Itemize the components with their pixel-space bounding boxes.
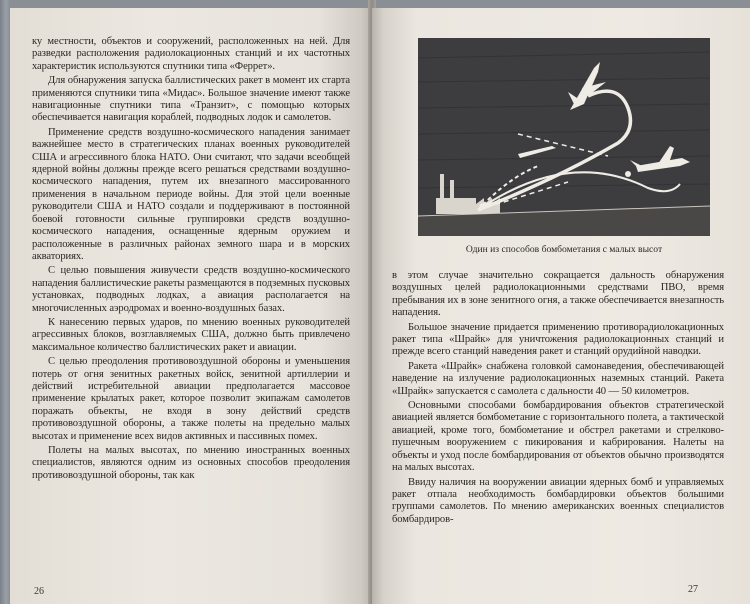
paragraph: К нанесению первых ударов, по мнению военных руководителей агрессивных блоков, возглавляемых США, должно быть привлечено максимальное количество баллистических ракет и авиации. [32,316,350,353]
paragraph: С целью преодоления противовоздушной обороны и уменьшения потерь от огня зенитных ракетных войск, зенитной артиллерии и действий истребительной авиации предполагается массовое применение крылатых ракет, которое позволит экипажам самолетов поражать объекты, не входя в зону действий средств противовоздушной обороны, а также полеты на предельно малых высотах и применение всех видов активных и пассивных помех. [32,356,350,442]
figure-caption: Один из способов бомбометания с малых высот [465,244,663,255]
paragraph: Полеты на малых высотах, по мнению иностранных военных специалистов, являются одним из основных способов преодоления противовоздушной обороны, так как [32,445,350,481]
paragraph: Ракета «Шрайк» снабжена головкой самонаведения, обеспечивающей наведение на излучение радиолокационных наземных станций. Ракета «Шрайк» запускается с самолета с дальности 40 — 50 километров. [392,360,724,397]
paragraph: Применение средств воздушно-космического нападения занимает важнейшее место в стратегических планах военных руководителей США и агрессивного блока НАТО. Они считают, что задачи всеобщей ядерной войны должны прежде всего решаться средствами воздушно-космического нападения, путем их внезапного массированного применения в начальном периоде войны. Для этой цели военные руководители США и НАТО создали и поддерживают в постоянной боевой готовности сильные группировки средств воздушно-космического нападения, оснащенные ядерным оружием и расположенные в различных районах земного шара и в морских акваториях. [32,126,350,262]
paragraph: Основными способами бомбардирования объектов стратегической авиацией является бомбометание с горизонтального полета, а тактической авиацией, кроме того, бомбометание и обстрел ракетами и стрелково-пушечным вооружением с пикирования и кабрирования. Налеты на объекты и уход после бомбардирования от объектов обычно производятся на малых высотах. [392,400,724,474]
paragraph: Для обнаружения запуска баллистических ракет в момент их старта применяются спутники типа «Мидас». Большое значение имеют также навигационные спутники типа «Транзит», с помощью которых обеспечивается навигация кораблей, подводных лодок и самолетов. [32,75,350,124]
paragraph: ку местности, объектов и сооружений, расположенных на ней. Для разведки расположения радиолокационных станций и их частотных характеристик используются спутники типа «Феррет». [32,36,350,72]
paragraph: Ввиду наличия на вооружении авиации ядерных бомб и управляемых ракет отпала необходимость бомбардировки объектов большими группами самолетов. По мнению американских военных специалистов бомбардиров- [392,476,724,525]
paragraph: Большое значение придается применению противорадиолокационных ракет типа «Шрайк» для уничтожения радиолокационных станций и прежде всего станций наведения ракет и станций орудийной наводки. [392,321,724,358]
right-page [372,8,750,604]
bombing-illustration [418,38,710,236]
left-text-column [32,36,350,484]
right-text-column [392,270,724,528]
page-number-right: 27 [688,584,698,595]
paragraph: С целью повышения живучести средств воздушно-космического нападения баллистические ракеты размещаются в подземных пусковых установках, подводных лодках, а авиация располагается на многочисленных аэродромах и военно-воздушных базах. [32,265,350,314]
illustration-svg [418,38,710,236]
page-number-left: 26 [34,586,44,597]
left-page [10,8,372,604]
paragraph: в этом случае значительно сокращается дальность обнаружения воздушных целей радиолокационными средствами ПВО, время пребывания их в зоне зенитного огня, а также обеспечивается внезапность нападения. [392,270,724,319]
